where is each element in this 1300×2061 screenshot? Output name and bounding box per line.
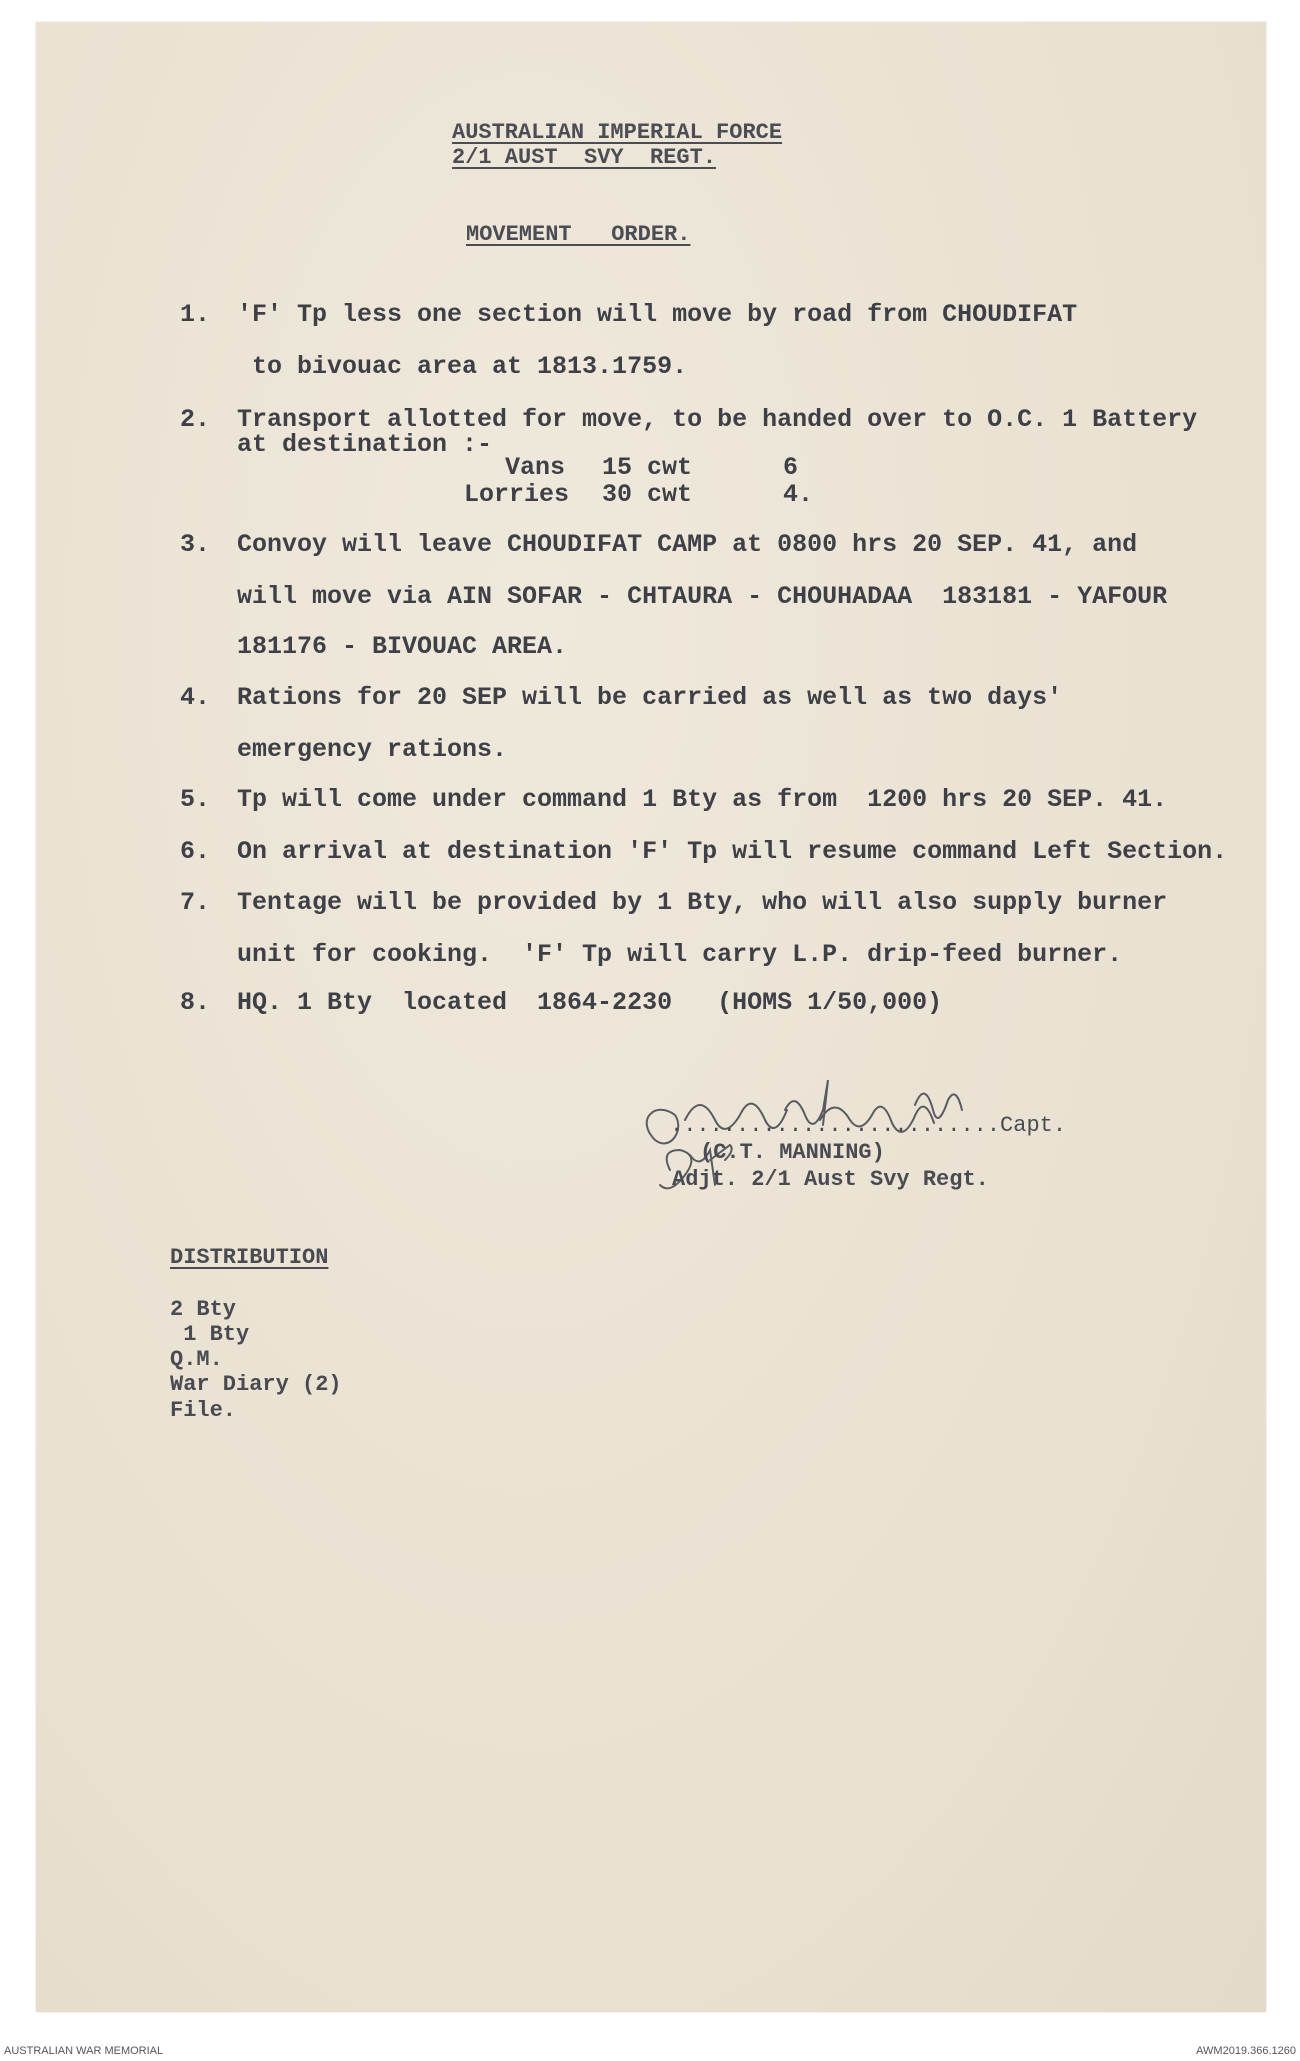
item-number: 6. — [180, 837, 211, 866]
item-line: 181176 - BIVOUAC AREA. — [237, 632, 568, 661]
transport-type: Vans — [505, 453, 566, 482]
header-line-1: AUSTRALIAN IMPERIAL FORCE — [452, 120, 783, 145]
item-number: 3. — [180, 530, 211, 559]
signatory-name: (C.T. MANNING) — [700, 1140, 885, 1165]
distribution-entry: War Diary (2) — [170, 1372, 342, 1397]
item-line: Tp will come under command 1 Bty as from 1200 hrs 20 SEP. 41. — [237, 785, 1168, 814]
transport-type: Lorries — [464, 480, 570, 509]
footer-left: AUSTRALIAN WAR MEMORIAL — [4, 2045, 164, 2057]
item-line: unit for cooking. 'F' Tp will carry L.P. drip-feed burner. — [237, 940, 1123, 969]
signatory-title: Adjt. 2/1 Aust Svy Regt. — [672, 1167, 989, 1192]
transport-size: 15 cwt — [602, 453, 693, 482]
item-number: 4. — [180, 683, 211, 712]
item-line: Transport allotted for move, to be handed over to O.C. 1 Battery — [237, 405, 1198, 434]
item-line: Tentage will be provided by 1 Bty, who will also supply burner — [237, 888, 1168, 917]
item-line: emergency rations. — [237, 735, 508, 764]
item-line: HQ. 1 Bty located 1864-2230 (HOMS 1/50,000) — [237, 988, 943, 1017]
item-number: 8. — [180, 988, 211, 1017]
item-number: 5. — [180, 785, 211, 814]
footer-right: AWM2019.366.1260 — [1196, 2045, 1296, 2057]
item-line: 'F' Tp less one section will move by road from CHOUDIFAT — [237, 300, 1078, 329]
document-title: MOVEMENT ORDER. — [466, 222, 691, 247]
item-number: 2. — [180, 405, 211, 434]
distribution-entry: 1 Bty — [170, 1322, 250, 1347]
item-number: 7. — [180, 888, 211, 917]
item-line: at destination :- — [237, 430, 493, 459]
item-line: will move via AIN SOFAR - CHTAURA - CHOUHADAA 183181 - YAFOUR — [237, 582, 1168, 611]
item-line: On arrival at destination 'F' Tp will resume command Left Section. — [237, 837, 1228, 866]
item-number: 1. — [180, 300, 211, 329]
header-line-2: 2/1 AUST SVY REGT. — [452, 145, 717, 170]
signature-dotted-line: .........................Capt. — [670, 1113, 1067, 1138]
transport-size: 30 cwt — [602, 480, 693, 509]
item-line: to bivouac area at 1813.1759. — [237, 352, 688, 381]
distribution-entry: Q.M. — [170, 1347, 223, 1372]
transport-qty: 4. — [783, 480, 814, 509]
item-line: Rations for 20 SEP will be carried as well as two days' — [237, 683, 1063, 712]
distribution-entry: File. — [170, 1398, 237, 1423]
distribution-heading: DISTRIBUTION — [170, 1245, 329, 1270]
transport-qty: 6 — [783, 453, 799, 482]
distribution-entry: 2 Bty — [170, 1297, 237, 1322]
item-line: Convoy will leave CHOUDIFAT CAMP at 0800 hrs 20 SEP. 41, and — [237, 530, 1138, 559]
